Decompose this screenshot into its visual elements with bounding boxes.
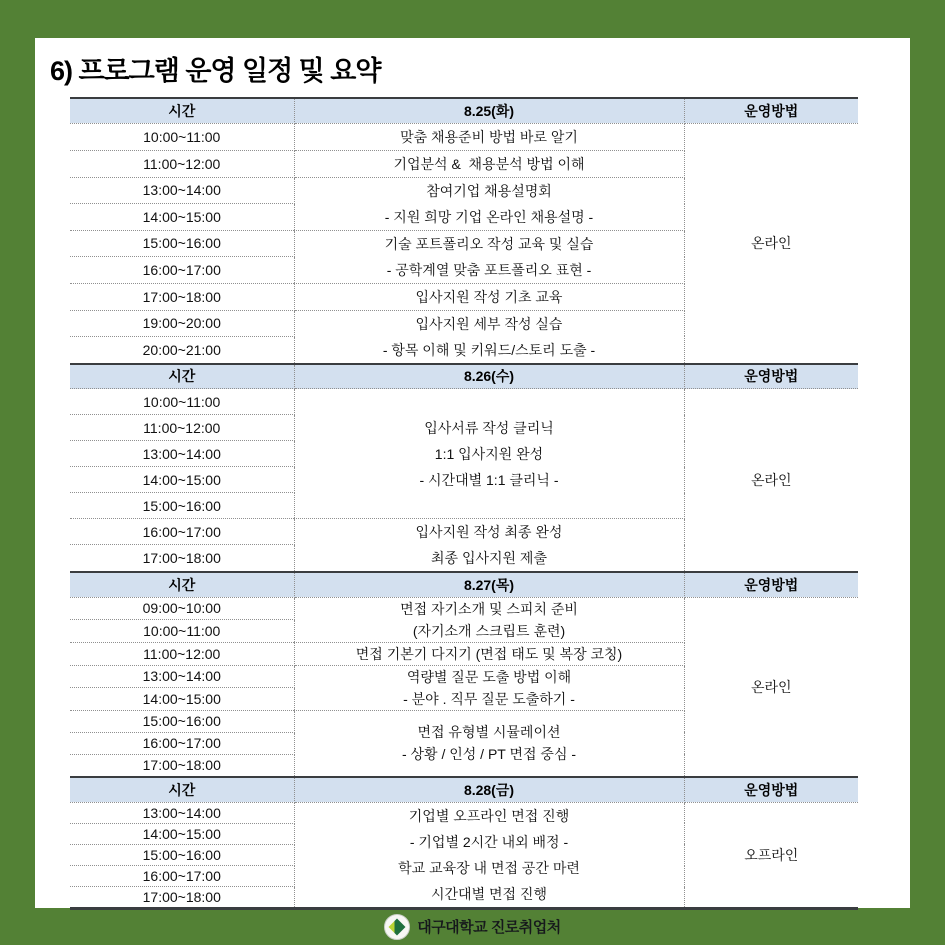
time-cell: 20:00~21:00	[70, 336, 294, 362]
session-content-cell	[294, 802, 684, 908]
table-header-row	[70, 572, 858, 597]
session-line: - 공학계열 맞춤 포트폴리오 표현 -	[386, 261, 592, 278]
session-line: - 상황 / 인성 / PT 면접 중심 -	[401, 746, 577, 763]
session-line: 역량별 질문 도출 방법 이해	[406, 668, 572, 685]
time-cell: 11:00~12:00	[70, 642, 294, 665]
session-line: - 항목 이해 및 키워드/스토리 도출 -	[382, 341, 596, 358]
table-row	[70, 802, 858, 823]
session-content-cell	[294, 123, 684, 150]
session-line: 참여기업 채용설명회	[426, 182, 552, 199]
session-line: 기업분석 & 채용분석 방법 이해	[393, 155, 585, 172]
time-cell: 14:00~15:00	[70, 688, 294, 711]
session-content-cell	[294, 710, 684, 776]
session-line: 맞춤 채용준비 방법 바로 알기	[400, 128, 578, 145]
time-cell: 14:00~15:00	[70, 823, 294, 844]
method-cell: 온라인	[750, 678, 792, 695]
logo-diamond-icon	[389, 918, 406, 935]
session-line: - 기업별 2시간 내외 배정 -	[409, 833, 569, 850]
time-cell: 15:00~16:00	[70, 230, 294, 257]
session-line: 입사지원 작성 기초 교육	[415, 288, 563, 305]
time-cell: 10:00~11:00	[70, 389, 294, 415]
session-line: 입사지원 세부 작성 실습	[415, 315, 563, 332]
session-line: 최종 입사지원 제출	[431, 550, 547, 566]
time-cell: 10:00~11:00	[70, 123, 294, 150]
session-line: 면접 유형별 시뮬레이션	[417, 724, 561, 741]
session-line: 입사지원 작성 최종 완성	[415, 524, 563, 540]
session-content-cell	[294, 665, 684, 710]
time-cell: 16:00~17:00	[70, 866, 294, 887]
time-cell: 16:00~17:00	[70, 257, 294, 284]
session-line: - 분야 . 직무 질문 도출하기 -	[403, 690, 575, 707]
time-column-header: 시간	[70, 572, 294, 597]
table-row	[70, 123, 858, 150]
table-row	[70, 597, 858, 620]
time-cell: 15:00~16:00	[70, 493, 294, 519]
session-line: - 시간대별 1:1 클리닉 -	[419, 471, 559, 488]
method-column-header: 운영방법	[684, 572, 858, 597]
method-column-header: 운영방법	[684, 98, 858, 123]
time-cell: 13:00~14:00	[70, 802, 294, 823]
time-cell: 15:00~16:00	[70, 710, 294, 732]
session-line: 기업별 오프라인 면접 진행	[408, 807, 570, 824]
session-line: 학교 교육장 내 면접 공간 마련	[398, 859, 580, 876]
time-cell: 11:00~12:00	[70, 415, 294, 441]
session-line: 1:1 입사지원 완성	[434, 445, 544, 462]
schedule-table-4	[70, 776, 858, 910]
university-logo-icon	[384, 914, 410, 940]
session-line: 기술 포트폴리오 작성 교육 및 실습	[384, 235, 594, 252]
time-cell: 13:00~14:00	[70, 441, 294, 467]
session-content-cell	[294, 230, 684, 283]
time-cell: 16:00~17:00	[70, 732, 294, 754]
session-line: 면접 기본기 다지기 (면접 태도 및 복장 코칭)	[355, 645, 623, 662]
time-column-header: 시간	[70, 777, 294, 802]
table-header-row	[70, 777, 858, 802]
time-cell: 19:00~20:00	[70, 310, 294, 336]
page-title: 6) 프로그램 운영 일정 및 요약	[50, 56, 381, 86]
time-column-header: 시간	[70, 98, 294, 123]
session-content-cell	[294, 150, 684, 177]
session-line: (자기소개 스크립트 훈련)	[412, 622, 566, 639]
method-cell: 온라인	[750, 235, 792, 251]
session-content-cell	[294, 310, 684, 363]
session-line: - 지원 희망 기업 온라인 채용설명 -	[384, 208, 594, 225]
time-cell: 17:00~18:00	[70, 887, 294, 908]
time-cell: 16:00~17:00	[70, 519, 294, 545]
session-line: 시간대별 면접 진행	[431, 885, 547, 902]
method-column-header: 운영방법	[684, 777, 858, 802]
date-header: 8.27(목)	[294, 572, 684, 597]
time-cell: 15:00~16:00	[70, 844, 294, 865]
schedule-tables	[70, 97, 858, 910]
schedule-table-1	[70, 97, 858, 363]
date-header: 8.28(금)	[294, 777, 684, 802]
session-content-cell	[294, 389, 684, 519]
time-cell: 13:00~14:00	[70, 177, 294, 204]
table-row	[70, 389, 858, 415]
time-cell: 13:00~14:00	[70, 665, 294, 688]
time-cell: 14:00~15:00	[70, 204, 294, 231]
content-area	[35, 38, 910, 908]
time-cell: 17:00~18:00	[70, 545, 294, 571]
time-cell: 14:00~15:00	[70, 467, 294, 493]
method-cell: 온라인	[750, 472, 792, 488]
method-cell: 오프라인	[744, 846, 799, 863]
time-cell: 11:00~12:00	[70, 150, 294, 177]
session-line: 입사서류 작성 클리닉	[424, 419, 554, 436]
table-header-row	[70, 98, 858, 123]
session-content-cell	[294, 283, 684, 310]
session-content-cell	[294, 177, 684, 230]
session-content-cell	[294, 597, 684, 642]
table-header-row	[70, 364, 858, 389]
footer-bar	[0, 908, 945, 945]
time-cell: 17:00~18:00	[70, 283, 294, 310]
session-content-cell	[294, 642, 684, 665]
schedule-table-3	[70, 571, 858, 776]
session-line: 면접 자기소개 및 스피치 준비	[400, 600, 578, 617]
university-name: 대구대학교 진로취업처	[417, 919, 561, 936]
time-column-header: 시간	[70, 364, 294, 389]
date-header: 8.25(화)	[294, 98, 684, 123]
date-header: 8.26(수)	[294, 364, 684, 389]
method-column-header: 운영방법	[684, 364, 858, 389]
schedule-table-2	[70, 363, 858, 572]
time-cell: 10:00~11:00	[70, 620, 294, 643]
session-content-cell	[294, 519, 684, 572]
time-cell: 17:00~18:00	[70, 754, 294, 776]
time-cell: 09:00~10:00	[70, 597, 294, 620]
